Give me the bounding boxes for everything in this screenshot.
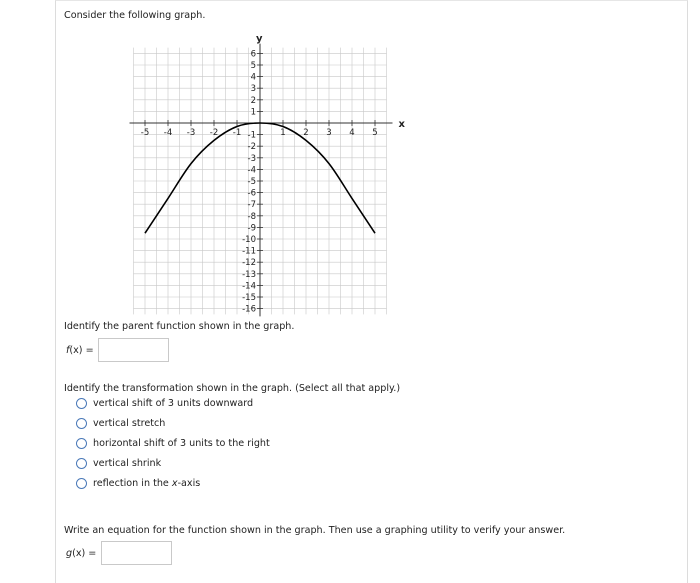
y-tick-label: 1	[250, 107, 256, 118]
y-tick-label: -9	[247, 223, 256, 234]
y-tick-label: -13	[242, 269, 256, 280]
y-tick-label: -2	[247, 142, 256, 153]
y-tick-label: 6	[250, 49, 256, 60]
f-of-x-label: f(x) =	[66, 345, 94, 356]
y-tick-label: -5	[247, 177, 256, 187]
x-tick-label: 3	[326, 128, 332, 138]
x-axis-label: x	[398, 119, 405, 130]
y-axis-label: y	[256, 33, 263, 45]
y-tick-label: -6	[247, 188, 256, 199]
x-tick-label: -3	[186, 128, 196, 138]
y-tick-label: 5	[250, 61, 256, 71]
y-tick-label: -14	[242, 281, 256, 292]
option-reflection-x-axis[interactable]: reflection in the x-axis	[76, 476, 200, 490]
q1-prompt: Identify the parent function shown in the graph.	[64, 321, 295, 332]
y-tick-label: 4	[250, 72, 256, 83]
y-tick-label: -15	[242, 293, 256, 303]
x-tick-label: 5	[372, 128, 378, 138]
x-tick-label: -4	[163, 128, 173, 138]
f-of-x-input[interactable]	[98, 338, 169, 362]
y-tick-label: -7	[247, 200, 256, 211]
y-tick-label: -8	[247, 211, 256, 222]
x-tick-label: 4	[349, 128, 355, 138]
y-tick-label: -4	[247, 165, 256, 176]
x-tick-label: -2	[209, 128, 219, 138]
option-vertical-shrink[interactable]: vertical shrink	[76, 456, 161, 470]
y-tick-label: -1	[247, 130, 256, 141]
y-tick-label: -16	[242, 304, 256, 315]
option-vertical-stretch[interactable]: vertical stretch	[76, 416, 165, 430]
y-tick-label: -10	[242, 235, 256, 245]
graph	[130, 30, 410, 315]
q2-prompt: Identify the transformation shown in the graph. (Select all that apply.)	[64, 383, 401, 394]
x-tick-label: 2	[303, 128, 309, 138]
checkbox-circle[interactable]	[76, 458, 87, 469]
checkbox-circle[interactable]	[76, 478, 87, 489]
x-tick-label: -1	[232, 128, 242, 138]
y-tick-label: 2	[250, 95, 256, 106]
x-tick-label: 1	[280, 128, 286, 138]
checkbox-circle[interactable]	[76, 398, 87, 409]
x-tick-label: -5	[140, 128, 150, 138]
g-of-x-label: g(x) =	[66, 548, 97, 559]
g-of-x-input[interactable]	[101, 541, 172, 565]
checkbox-circle[interactable]	[76, 438, 87, 449]
y-tick-label: -3	[247, 153, 256, 164]
intro-text: Consider the following graph.	[64, 10, 206, 21]
checkbox-circle[interactable]	[76, 418, 87, 429]
option-horizontal-shift[interactable]: horizontal shift of 3 units to the right	[76, 436, 270, 450]
y-tick-label: -12	[242, 258, 256, 269]
q3-prompt: Write an equation for the function shown in the graph. Then use a graphing utility to verify your answer.	[64, 525, 566, 536]
y-tick-label: 3	[250, 84, 256, 95]
option-vertical-shift[interactable]: vertical shift of 3 units downward	[76, 396, 253, 410]
y-tick-label: -11	[242, 246, 256, 257]
